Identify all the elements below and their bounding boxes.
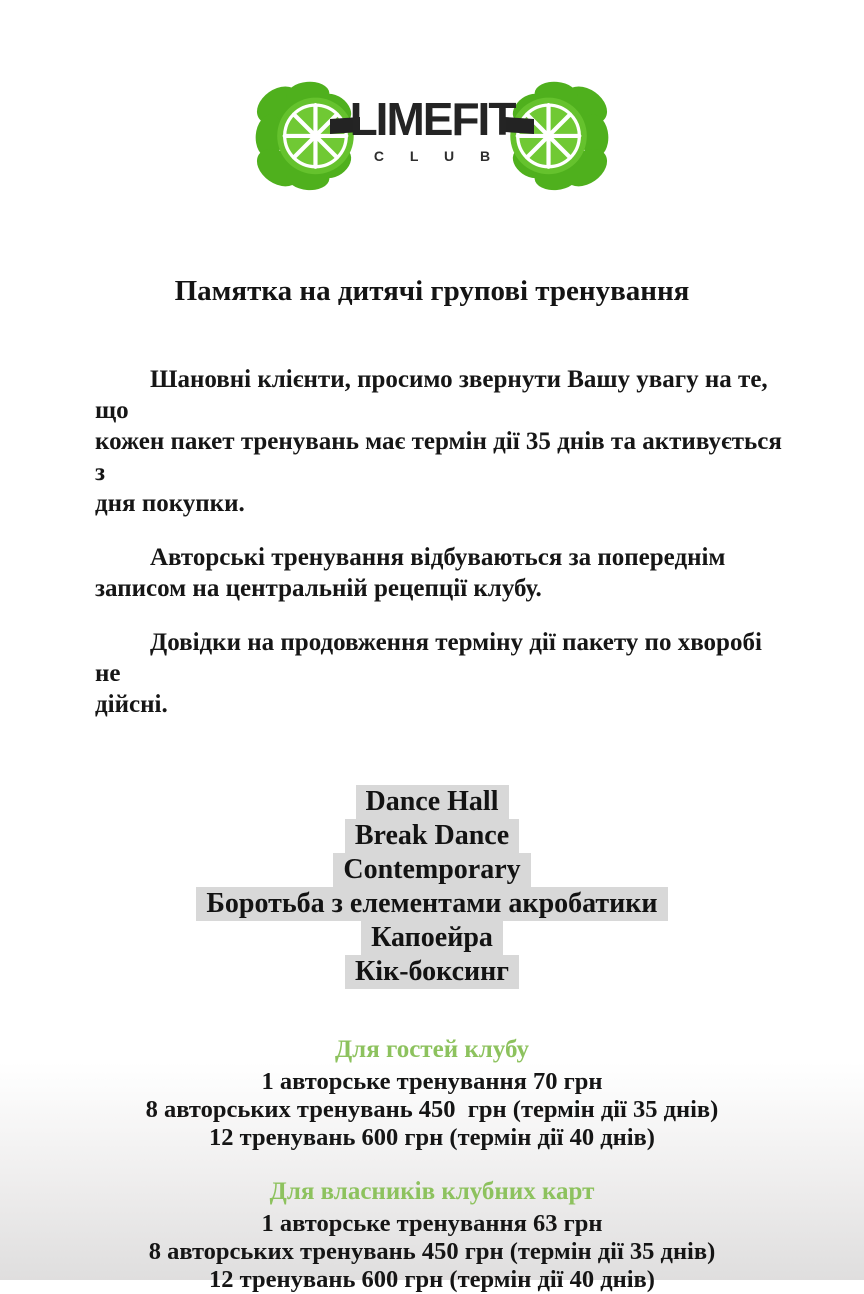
paragraph-line: Шановні клієнти, просимо звернути Вашу увагу на те, що [95,366,774,424]
class-name: Кік-боксинг [345,955,519,989]
paragraph-line: Довідки на продовження терміну дії пакету по хворобі не [95,629,775,687]
class-item [0,819,864,853]
logo-brand-text: LIMEFIT [349,93,515,145]
lime-slice-icon-left [252,79,364,191]
pricing-section-guests [0,1035,864,1152]
section-heading: Для власників клубних карт [269,1178,595,1205]
class-name: Капоейра [361,921,503,955]
paragraph-validity [95,364,794,519]
paragraph-sick-notes [95,627,794,720]
price-line: 8 авторських тренувань 450 грн (термін дії 35 днів) [148,1238,716,1265]
paragraph-line: дня покупки. [95,490,245,517]
paragraph-line: дійсні. [95,691,168,718]
logo-text [349,93,515,164]
class-name: Break Dance [345,819,519,853]
class-name: Contemporary [333,853,530,887]
paragraph-line: кожен пакет тренувань має термін дії 35 днів та активується з [95,428,789,486]
class-item [0,785,864,819]
limefit-logo [0,0,864,194]
price-line: 1 авторське тренування 70 грн [261,1068,603,1095]
class-item [0,955,864,989]
class-item [0,887,864,921]
class-name: Боротьба з елементами акробатики [196,887,667,921]
logo-club-text: C L U B [373,148,502,164]
lime-slice-icon-right [500,79,612,191]
body-paragraphs [95,364,794,720]
class-item [0,921,864,955]
price-line: 8 авторських тренувань 450 грн (термін дії 35 днів) [145,1096,719,1123]
class-item [0,853,864,887]
pricing-section-members [0,1177,864,1294]
paragraph-booking [95,542,794,604]
page-title: Памятка на дитячі групові тренування [174,275,690,307]
paragraph-line: записом на центральній рецепції клубу. [95,575,542,602]
price-line: 12 тренувань 600 грн (термін дії 40 днів) [209,1266,655,1293]
section-heading: Для гостей клубу [334,1036,529,1063]
price-line: 12 тренувань 600 грн (термін дії 40 днів) [209,1124,655,1151]
class-name: Dance Hall [356,785,509,819]
paragraph-line: Авторські тренування відбуваються за попереднім [150,544,726,571]
class-list [0,785,864,989]
price-line: 1 авторське тренування 63 грн [261,1210,603,1237]
